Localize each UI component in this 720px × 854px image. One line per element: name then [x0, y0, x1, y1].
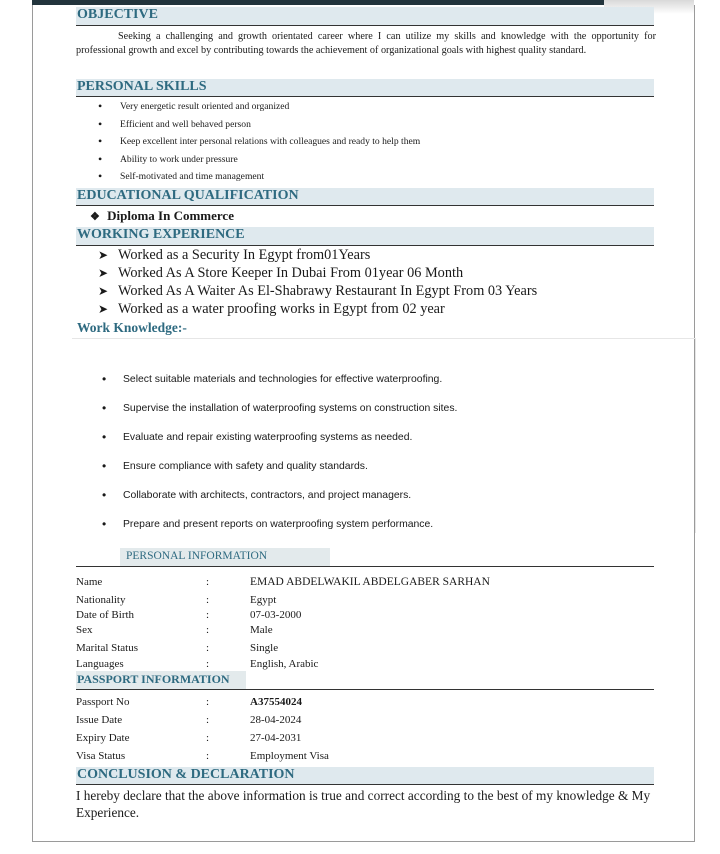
info-value: Egypt [250, 594, 277, 606]
info-sep: : [206, 576, 210, 588]
skill-item: • Ability to work under pressure [98, 151, 420, 169]
info-sep: : [206, 624, 210, 636]
knowledge-item: • Select suitable materials and technologies for effective waterproofing. [102, 365, 457, 394]
experience-item [98, 282, 537, 300]
objective-title: OBJECTIVE [77, 7, 158, 22]
info-label: Nationality [76, 594, 126, 606]
skill-item: • Self-motivated and time management [98, 168, 420, 186]
arrow-bullet-icon: ➤ [98, 284, 109, 298]
education-title: EDUCATIONAL QUALIFICATION [77, 188, 299, 203]
passport-sep: : [206, 714, 210, 726]
passport-sep: : [206, 696, 210, 708]
personal-skills-list [98, 98, 420, 186]
experience-item [98, 246, 537, 264]
conclusion-text: I hereby declare that the above information is true and correct according to the best of my knowledge & My Experience. [76, 788, 651, 820]
info-sep: : [206, 642, 210, 654]
experience-item-text: Worked as a water proofing works in Egypt from 02 year [118, 301, 445, 317]
passport-title: PASSPORT INFORMATION [77, 672, 230, 686]
passport-label: Passport No [76, 696, 130, 708]
info-value: 07-03-2000 [250, 609, 302, 621]
experience-item-text: Worked As A Waiter As El-Shabrawy Restaurant In Egypt From 03 Years [118, 283, 538, 299]
info-label: Name [76, 576, 103, 588]
experience-list [98, 246, 537, 318]
conclusion-title: CONCLUSION & DECLARATION [77, 767, 295, 782]
passport-rule [76, 689, 654, 690]
passport-value: 27-04-2031 [250, 732, 302, 744]
experience-item [98, 264, 537, 282]
info-label: Languages [76, 658, 124, 670]
passport-label: Visa Status [76, 750, 126, 762]
experience-title: WORKING EXPERIENCE [77, 227, 245, 242]
objective-header-bar [76, 7, 654, 26]
personal-skills-title: PERSONAL SKILLS [77, 79, 207, 94]
info-sep: : [206, 594, 210, 606]
info-value: English, Arabic [250, 658, 319, 670]
experience-item-text: Worked as a Security In Egypt from01Years [118, 247, 371, 263]
info-sep: : [206, 658, 210, 670]
experience-item [98, 300, 537, 318]
passport-label: Issue Date [76, 714, 123, 726]
work-knowledge-list [102, 365, 457, 539]
info-value: Male [250, 624, 273, 636]
knowledge-item: • Prepare and present reports on waterproofing system performance. [102, 510, 457, 539]
arrow-bullet-icon: ➤ [98, 302, 109, 316]
arrow-bullet-icon: ➤ [98, 248, 109, 262]
arrow-bullet-icon: ➤ [98, 266, 109, 280]
info-label: Date of Birth [76, 609, 135, 621]
objective-text: Seeking a challenging and growth orientated career where I can utilize my skills and knowledge with the opportunity for professional growth and excel by contributing towards the achievement of organizational goals with highest quality standard. [76, 31, 656, 56]
passport-value: A37554024 [250, 696, 302, 708]
passport-sep: : [206, 750, 210, 762]
knowledge-item: • Ensure compliance with safety and quality standards. [102, 452, 457, 481]
diamond-bullet-icon: ❖ [90, 211, 100, 223]
info-sep: : [206, 609, 210, 621]
education-item-text: Diploma In Commerce [107, 208, 234, 223]
skill-item: • Efficient and well behaved person [98, 116, 420, 134]
work-knowledge-title: Work Knowledge:- [77, 320, 187, 335]
info-label: Marital Status [76, 642, 139, 654]
passport-value: 28-04-2024 [250, 714, 302, 726]
experience-item-text: Worked As A Store Keeper In Dubai From 01year 06 Month [118, 265, 464, 281]
info-value: Single [250, 642, 279, 654]
passport-sep: : [206, 732, 210, 744]
passport-label: Expiry Date [76, 732, 130, 744]
personal-info-rule [76, 566, 654, 567]
knowledge-item: • Evaluate and repair existing waterproofing systems as needed. [102, 423, 457, 452]
info-label: Sex [76, 624, 93, 636]
skill-item: • Very energetic result oriented and organized [98, 98, 420, 116]
info-value: EMAD ABDELWAKIL ABDELGABER SARHAN [250, 576, 490, 588]
education-item [90, 208, 234, 224]
skill-item: • Keep excellent inter personal relations with colleagues and ready to help them [98, 133, 420, 151]
personal-info-title: PERSONAL INFORMATION [126, 550, 268, 562]
passport-value: Employment Visa [250, 750, 329, 762]
knowledge-item: • Collaborate with architects, contractors, and project managers. [102, 481, 457, 510]
knowledge-item: • Supervise the installation of waterproofing systems on construction sites. [102, 394, 457, 423]
